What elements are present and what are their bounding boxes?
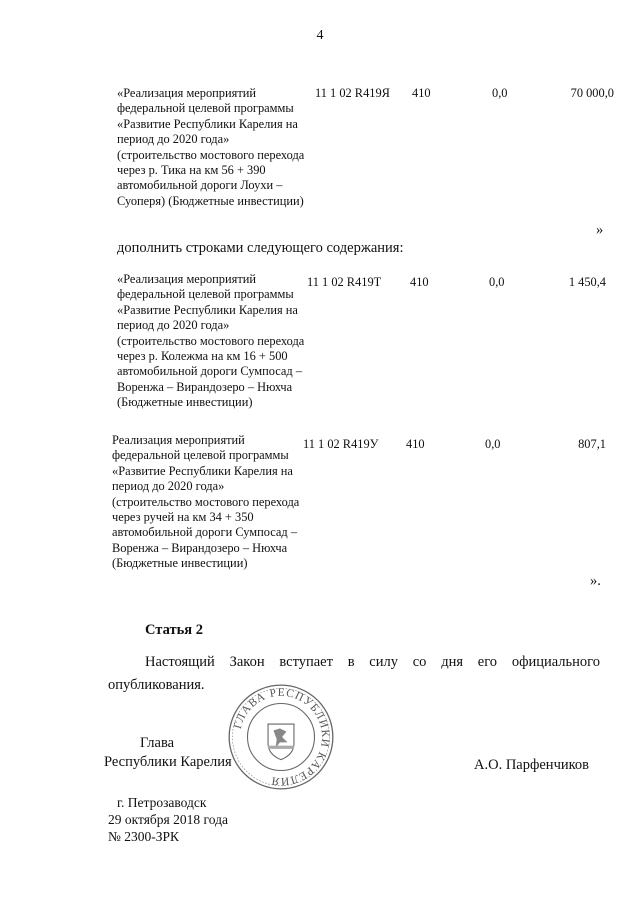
table-row-2-val1: 0,0 [485,437,501,451]
table-row-2-code: 11 1 02 R419У [303,437,379,451]
signature-title-line2: Республики Карелия [104,754,232,770]
table-row-prev-val2: 70 000,0 [570,86,614,100]
table-row-1-description: «Реализация мероприятий федеральной целевой программы «Развитие Республики Карелия на период до 2020 года» (строительство мостового перехода через р. Колежма на км 16 + 500 автомобильной дороги Сумпосад – Воренжа – Вирандозеро – Нюхча (Бюджетные инвестиции) [117,272,305,410]
table-row-prev-description: «Реализация мероприятий федеральной целевой программы «Развитие Республики Карелия на период до 2020 года» (строительство мостового перехода через р. Тика на км 56 + 390 автомобильной дороги Лоухи – Суоперя) (Бюджетные инвестиции) [117,86,305,208]
footer-number: № 2300-ЗРК [108,829,180,844]
article-text-line2: опубликования. [108,677,205,693]
table-row-prev-val1: 0,0 [492,86,508,100]
footer-date: 29 октября 2018 года [108,812,228,827]
table-row-prev-type: 410 [412,86,431,100]
signature-title-line1: Глава [140,735,175,751]
table-row-2-type: 410 [406,437,425,451]
article-title: Статья 2 [145,622,203,638]
footer-city: г. Петрозаводск [117,795,207,810]
official-seal [227,683,335,791]
instruction-text: дополнить строками следующего содержания: [117,240,404,256]
table-row-1-val2: 1 450,4 [568,275,606,289]
table-row-2-description: Реализация мероприятий федеральной целевой программы «Развитие Республики Карелия на период до 2020 года» (строительство мостового перехода через ручей на км 34 + 350 автомобильной дороги Сумпосад – Воренжа – Вирандозеро – Нюхча (Бюджетные инвестиции) [112,433,300,571]
seal-text: ГЛАВА РЕСПУБЛИКИ КАРЕЛИЯ [231,686,332,788]
table-row-1-code: 11 1 02 R419Т [307,275,382,289]
table-row-1-type: 410 [410,275,429,289]
table-row-1-val1: 0,0 [489,275,505,289]
closing-quote: » [596,222,604,238]
end-mark: ». [590,573,601,589]
table-row-prev-code: 11 1 02 R419Я [315,86,390,100]
table-row-2-val2: 807,1 [578,437,606,451]
article-text-line1: Настоящий Закон вступает в силу со дня его официального [145,654,600,670]
page-number: 4 [316,28,324,43]
signature-name: А.О. Парфенчиков [474,757,590,773]
